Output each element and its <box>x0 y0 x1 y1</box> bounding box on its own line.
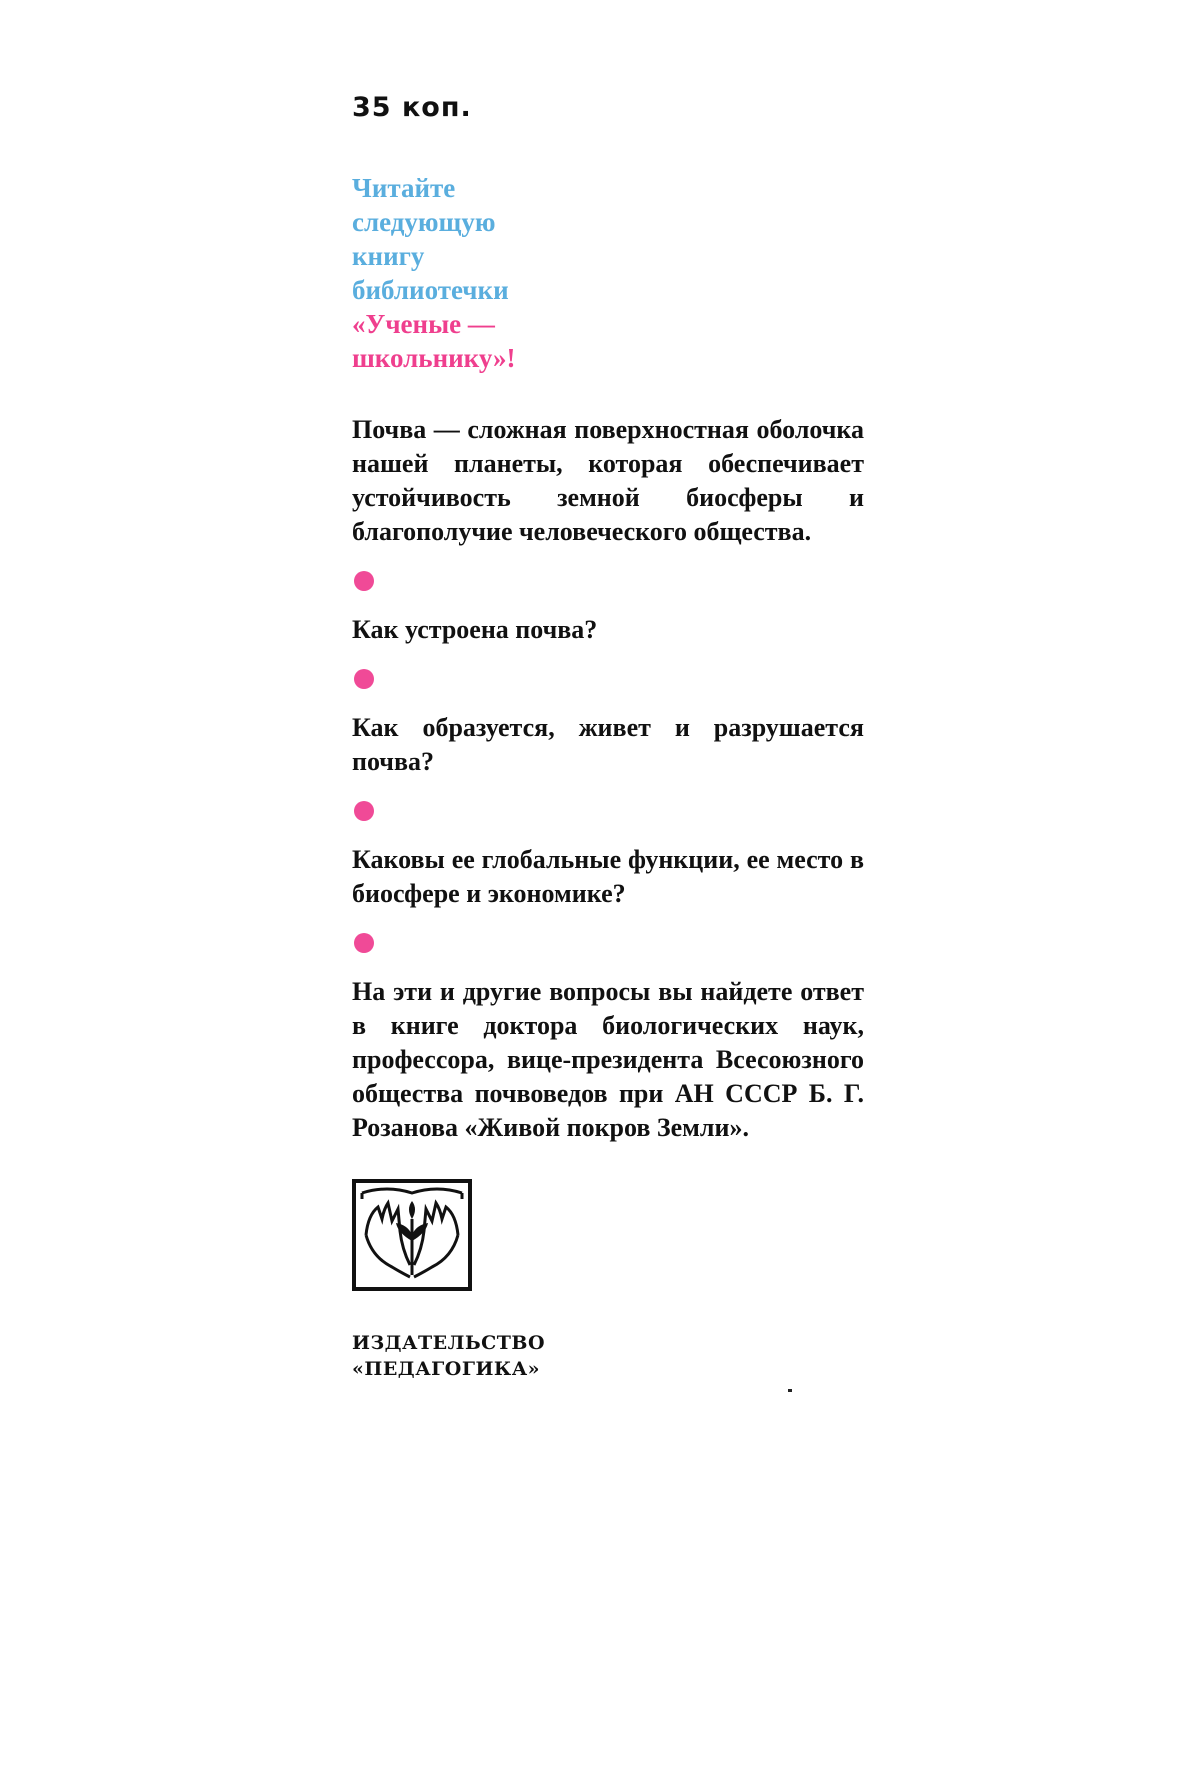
question-1: Как устроена почва? <box>352 615 598 644</box>
series-title-line-1: «Ученые — <box>352 309 495 339</box>
publisher-logo-icon <box>352 1179 472 1291</box>
price-label: 35 коп. <box>352 92 472 123</box>
back-cover-page <box>352 92 864 1382</box>
closing-paragraph: На эти и другие вопросы вы найдете ответ в книге доктора биологических наук, профессора, вице-президента Всесоюзного общества почвоведов при АН СССР Б. Г. Розанова «Живой покров Земли». <box>352 977 864 1142</box>
bullet-dot-icon <box>354 571 374 591</box>
bullet-dot-icon <box>354 801 374 821</box>
publisher-name <box>352 1330 864 1382</box>
question-2: Как образуется, живет и разрушается почва? <box>352 713 864 776</box>
promo-line-1: Читайте <box>352 173 456 203</box>
publisher-line-1: ИЗДАТЕЛЬСТВО <box>352 1332 545 1354</box>
intro-paragraph: Почва — сложная поверхностная оболочка нашей планеты, которая обеспечивает устойчивость земной биосферы и благополучие человеческого общества. <box>352 415 864 546</box>
series-title-line-2: школьнику»! <box>352 343 516 373</box>
print-speck <box>788 1389 792 1392</box>
promo-line-3: книгу <box>352 241 425 271</box>
publisher-line-2: «ПЕДАГОГИКА» <box>352 1358 541 1380</box>
bullet-dot-icon <box>354 669 374 689</box>
promo-line-2: следующую <box>352 207 496 237</box>
question-3: Каковы ее глобальные функции, ее место в биосфере и экономике? <box>352 845 864 908</box>
promo-block <box>352 171 864 375</box>
bullet-dot-icon <box>354 933 374 953</box>
promo-line-4: библиотечки <box>352 275 509 305</box>
